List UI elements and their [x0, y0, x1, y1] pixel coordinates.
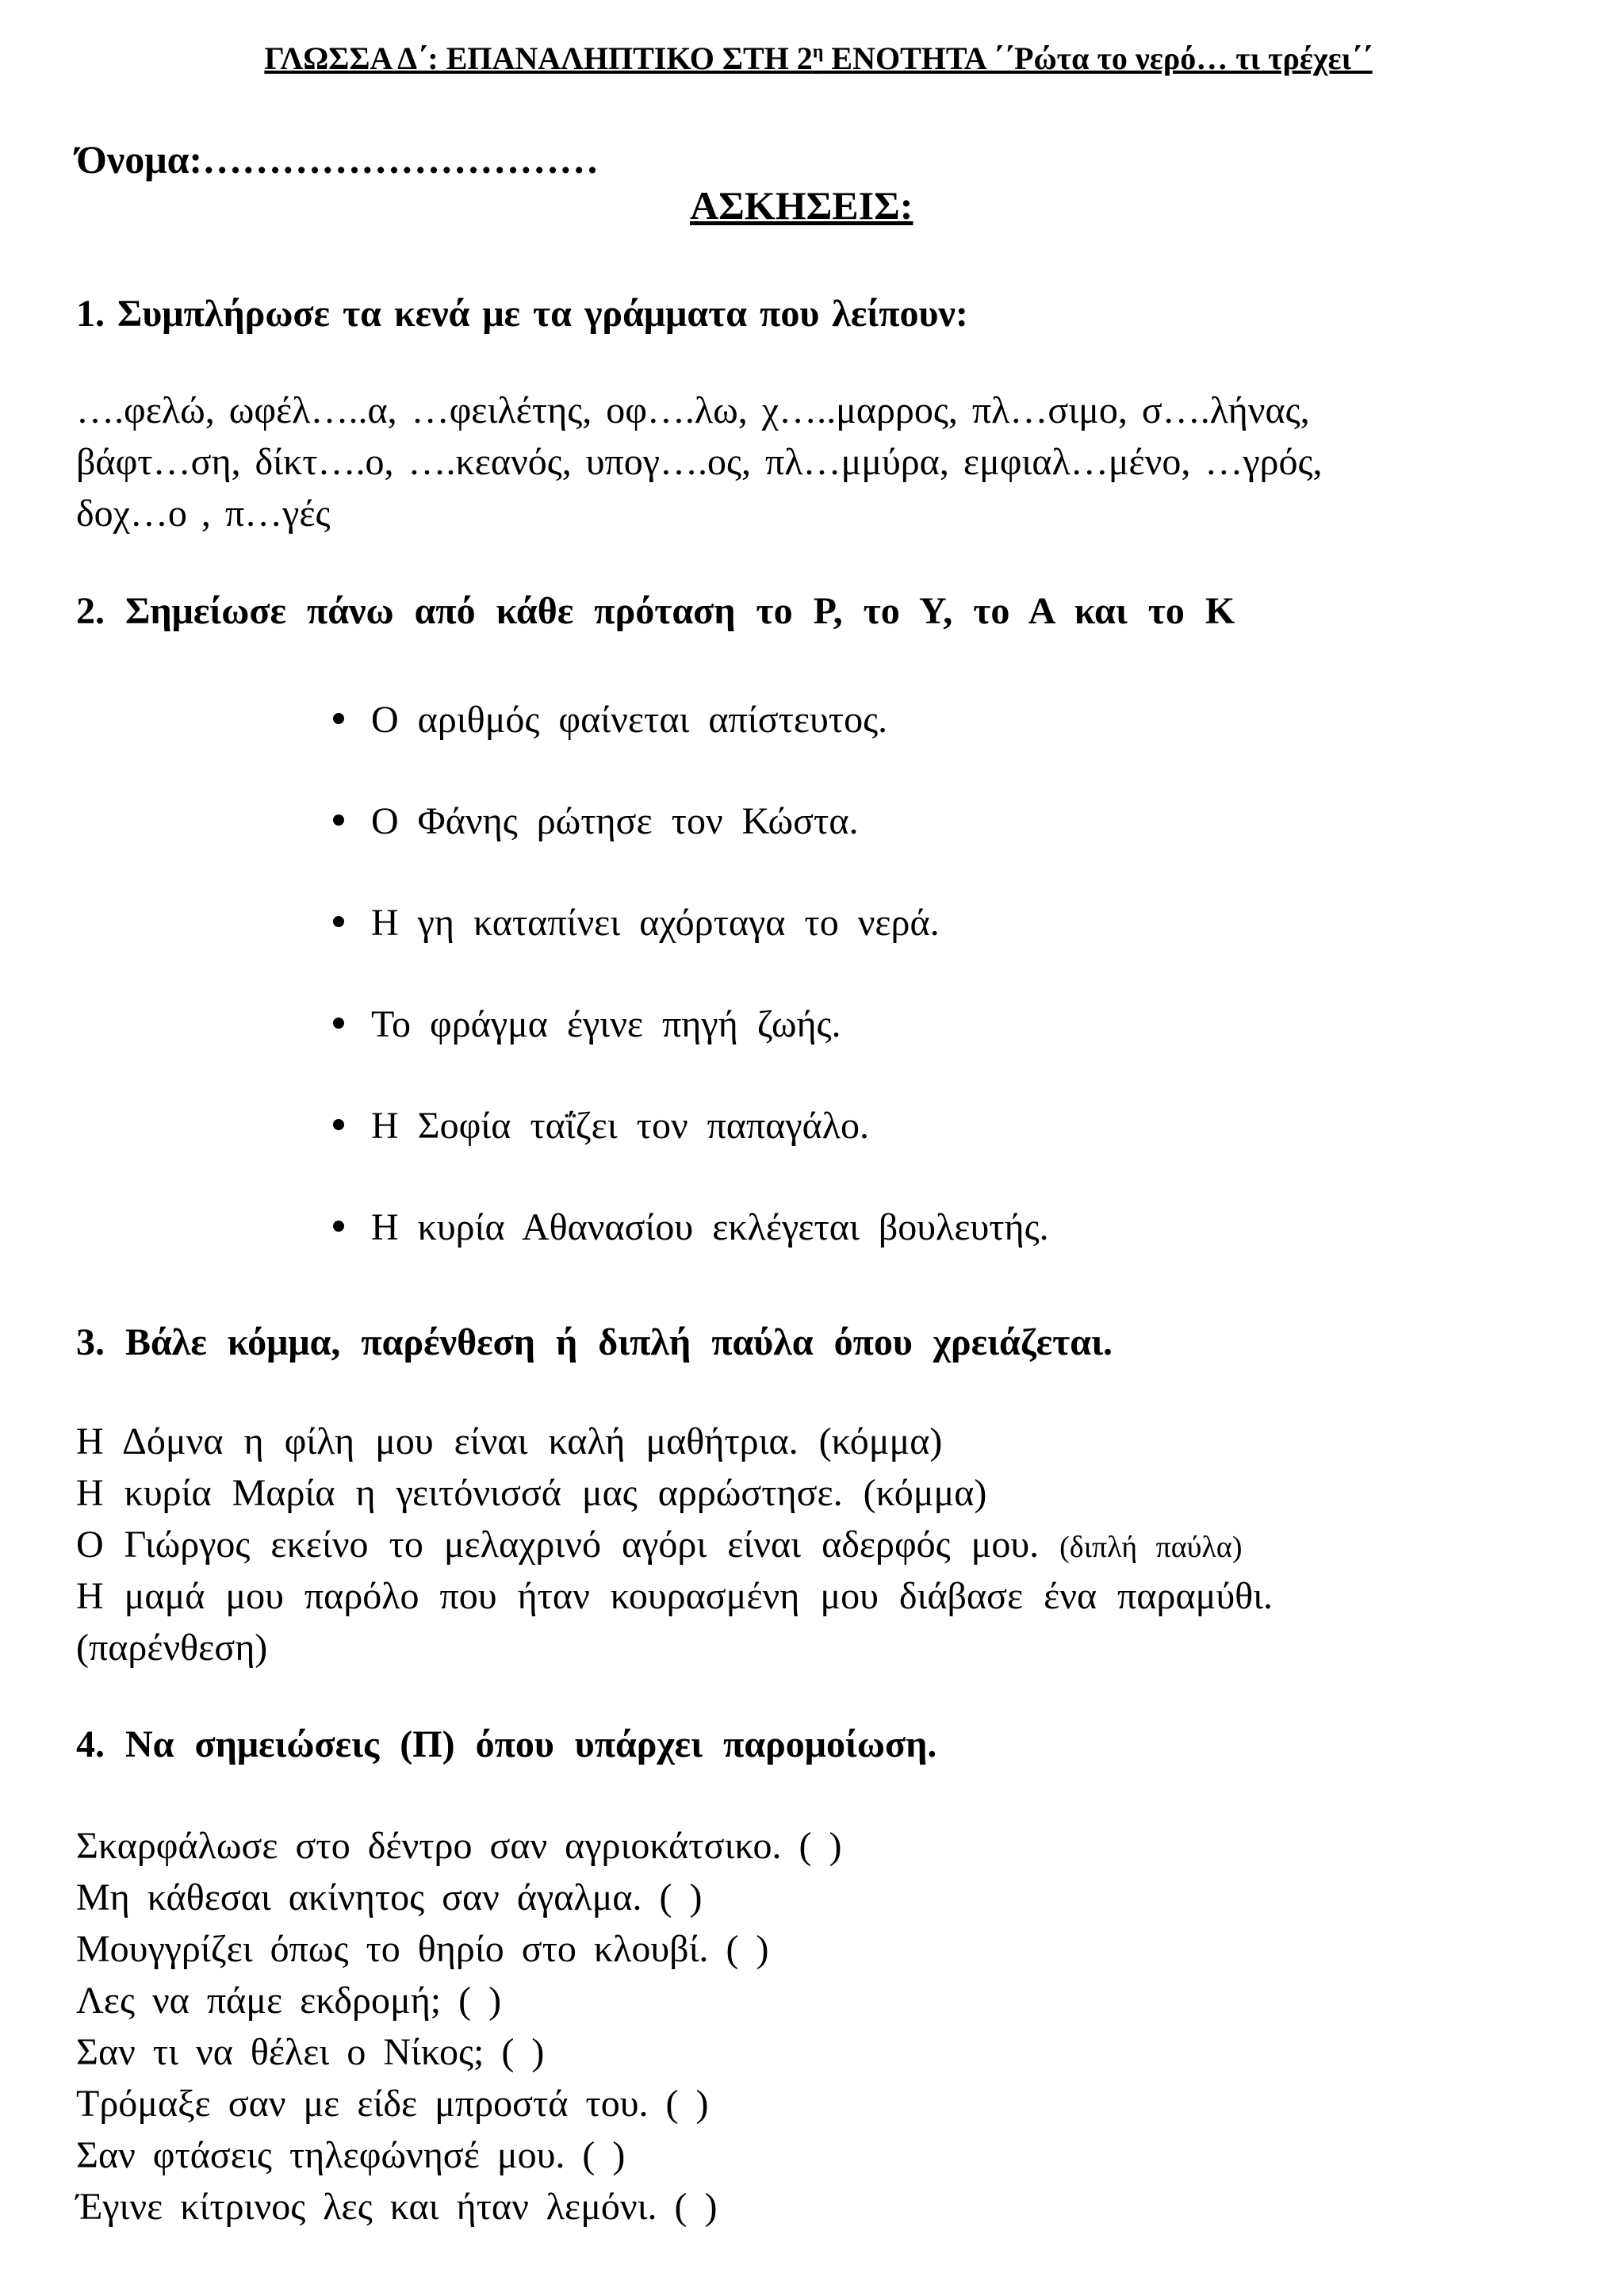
exercise4-heading: 4. Να σημειώσεις (Π) όπου υπάρχει παρομοίωση.	[76, 1723, 937, 1765]
bullet-icon	[333, 1119, 344, 1130]
sentence-text: Η κυρία Αθανασίου εκλέγεται βουλευτής.	[371, 1206, 1049, 1248]
sentence-text: Ο Φάνης ρώτησε τον Κώστα.	[371, 800, 859, 842]
title-text-part2: ΕΝΟΤΗΤΑ ΄΄Ρώτα το νερό… τι τρέχει΄΄	[823, 40, 1373, 76]
exercise3-line-1: Η Δόμνα η φίλη μου είναι καλή μαθήτρια. (κόμμα)	[76, 1420, 943, 1462]
exercise2-sentence-5	[333, 1104, 869, 1148]
exercise1-line-3: δοχ…ο , π…γές	[76, 493, 331, 535]
sentence-text: Η γη καταπίνει αχόρταγα το νερά.	[371, 902, 940, 944]
bullet-icon	[333, 713, 344, 724]
exercise4-line-5: Σαν τι να θέλει ο Νίκος; ( )	[76, 2031, 545, 2073]
exercise2-sentence-2	[333, 799, 858, 843]
exercise1-heading: 1. Συμπλήρωσε τα κενά με τα γράμματα που λείπουν:	[76, 293, 968, 335]
exercise4-line-7: Σαν φτάσεις τηλεφώνησέ μου. ( )	[76, 2134, 626, 2176]
exercise4-line-6: Τρόμαξε σαν με είδε μπροστά του. ( )	[76, 2083, 709, 2125]
exercise1-line-2: βάφτ…ση, δίκτ….ο, ….κεανός, υπογ….ος, πλ…μμύρα, εμφιαλ…μένο, …γρός,	[76, 441, 1323, 483]
exercise2-sentence-1	[333, 698, 887, 742]
exercise3-line-3	[76, 1523, 1243, 1566]
exercise2-heading: 2. Σημείωσε πάνω από κάθε πρόταση το Ρ, το Υ, το Α και το Κ	[76, 590, 1235, 632]
title-text-part1: ΓΛΩΣΣΑ Δ΄: ΕΠΑΝΑΛΗΠΤΙΚΟ ΣΤΗ 2	[264, 40, 813, 76]
bullet-icon	[333, 916, 344, 927]
title-superscript: η	[812, 41, 824, 63]
bullet-icon	[333, 815, 344, 826]
exercise4-line-4: Λες να πάμε εκδρομή; ( )	[76, 1980, 502, 2022]
exercise3-heading: 3. Βάλε κόμμα, παρένθεση ή διπλή παύλα όπου χρειάζεται.	[76, 1321, 1113, 1363]
worksheet-title	[97, 40, 1540, 77]
exercise4-line-3: Μουγγρίζει όπως το θηρίο στο κλουβί. ( )	[76, 1928, 769, 1970]
exercise3-line-2: Η κυρία Μαρία η γειτόνισσά μας αρρώστησε. (κόμμα)	[76, 1472, 987, 1514]
bullet-icon	[333, 1018, 344, 1029]
sentence-text: Ο αριθμός φαίνεται απίστευτος.	[371, 699, 888, 741]
exercise4-line-1: Σκαρφάλωσε στο δέντρο σαν αγριοκάτσικο. ( )	[76, 1825, 842, 1867]
exercise3-line-4: Η μαμά μου παρόλο που ήταν κουρασμένη μου διάβασε ένα παραμύθι.	[76, 1575, 1274, 1617]
exercise3-line-3-hint: (διπλή παύλα)	[1059, 1531, 1243, 1564]
exercise3-line-3-text: Ο Γιώργος εκείνο το μελαχρινό αγόρι είναι αδερφός μου.	[76, 1524, 1060, 1566]
sentence-text: Το φράγμα έγινε πηγή ζωής.	[371, 1003, 841, 1045]
exercises-title: ΑΣΚΗΣΕΙΣ:	[690, 183, 914, 228]
name-line: Όνομα:…………………………	[76, 137, 599, 182]
exercise2-sentence-6	[333, 1205, 1049, 1249]
bullet-icon	[333, 1221, 344, 1232]
sentence-text: Η Σοφία ταΐζει τον παπαγάλο.	[371, 1105, 870, 1147]
exercise2-sentence-4	[333, 1002, 841, 1046]
exercise2-sentence-3	[333, 901, 940, 945]
exercise1-line-1: ….φελώ, ωφέλ…..α, …φειλέτης, οφ….λω, χ…..μαρρος, πλ…σιμο, σ….λήνας,	[76, 389, 1310, 431]
exercise3-line-5: (παρένθεση)	[76, 1627, 268, 1669]
exercise4-line-2: Μη κάθεσαι ακίνητος σαν άγαλμα. ( )	[76, 1876, 703, 1918]
exercise4-line-8: Έγινε κίτρινος λες και ήταν λεμόνι. ( )	[76, 2186, 718, 2228]
